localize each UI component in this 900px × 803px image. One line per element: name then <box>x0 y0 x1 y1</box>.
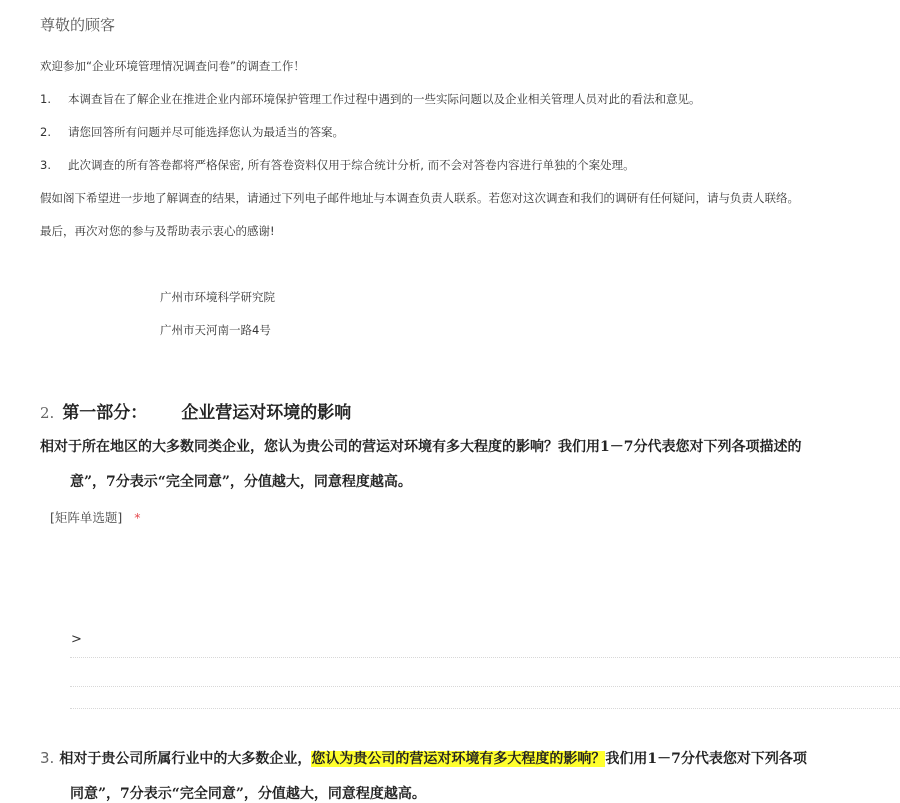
greeting: 尊敬的顾客 <box>40 16 116 34</box>
question-text: 相对于贵公司所属行业中的大多数企业， <box>59 751 312 767</box>
matrix-row-divider <box>70 657 900 658</box>
question-3-text-line-1 <box>40 748 807 768</box>
matrix-row-divider <box>70 686 900 687</box>
contact-note: 假如阁下希望进一步地了解调查的结果，请通过下列电子邮件地址与本调查负责人联系。若您对这次调查和我们的调研有任何疑问，请与负责人联络。 <box>40 191 799 205</box>
question-2-text-line-1: 相对于所在地区的大多数同类企业，您认为贵公司的营运对环境有多大程度的影响？我们用1－7分代表您对下列各项描述的 <box>40 439 802 455</box>
required-mark: * <box>134 510 141 525</box>
highlighted-question-text: 您认为贵公司的营运对环境有多大程度的影响？ <box>311 751 606 767</box>
expand-arrow-icon[interactable]: > <box>71 632 82 647</box>
organization-address: 广州市天河南一路4号 <box>160 323 271 337</box>
question-number: 3. <box>40 749 55 767</box>
question-type-label <box>50 508 141 526</box>
organization-name: 广州市环境科学研究院 <box>160 290 275 304</box>
thanks-text: 最后，再次对您的参与及帮助表示衷心的感谢! <box>40 224 275 238</box>
point-text: 请您回答所有问题并尽可能选择您认为最适当的答案。 <box>68 125 344 139</box>
section-label: 第一部分： <box>62 403 148 423</box>
point-number: 3. <box>40 158 51 172</box>
question-2-text-line-2: 意”，7分表示“完全同意”，分值越大，同意程度越高。 <box>70 474 412 490</box>
question-type: [矩阵单选题] <box>50 510 123 525</box>
point-number: 1. <box>40 92 51 106</box>
intro-point-3 <box>40 157 635 173</box>
intro-point-1 <box>40 91 701 107</box>
section-topic: 企业营运对环境的影响 <box>181 403 352 423</box>
matrix-row-divider <box>70 708 900 709</box>
question-number: 2. <box>40 404 55 422</box>
welcome-text: 欢迎参加“企业环境管理情况调查问卷”的调查工作！ <box>40 59 305 73</box>
point-number: 2. <box>40 125 51 139</box>
question-2-title <box>40 398 351 423</box>
question-text: 我们用1－7分代表您对下列各项 <box>605 751 807 767</box>
point-text: 本调查旨在了解企业在推进企业内部环境保护管理工作过程中遇到的一些实际问题以及企业相关管理人员对此的看法和意见。 <box>68 92 701 106</box>
intro-point-2 <box>40 124 344 140</box>
question-3-text-line-2: 同意”，7分表示“完全同意”，分值越大，同意程度越高。 <box>70 786 426 802</box>
point-text: 此次调查的所有答卷都将严格保密, 所有答卷资料仅用于综合统计分析, 而不会对答卷内容进行单独的个案处理。 <box>68 158 635 172</box>
